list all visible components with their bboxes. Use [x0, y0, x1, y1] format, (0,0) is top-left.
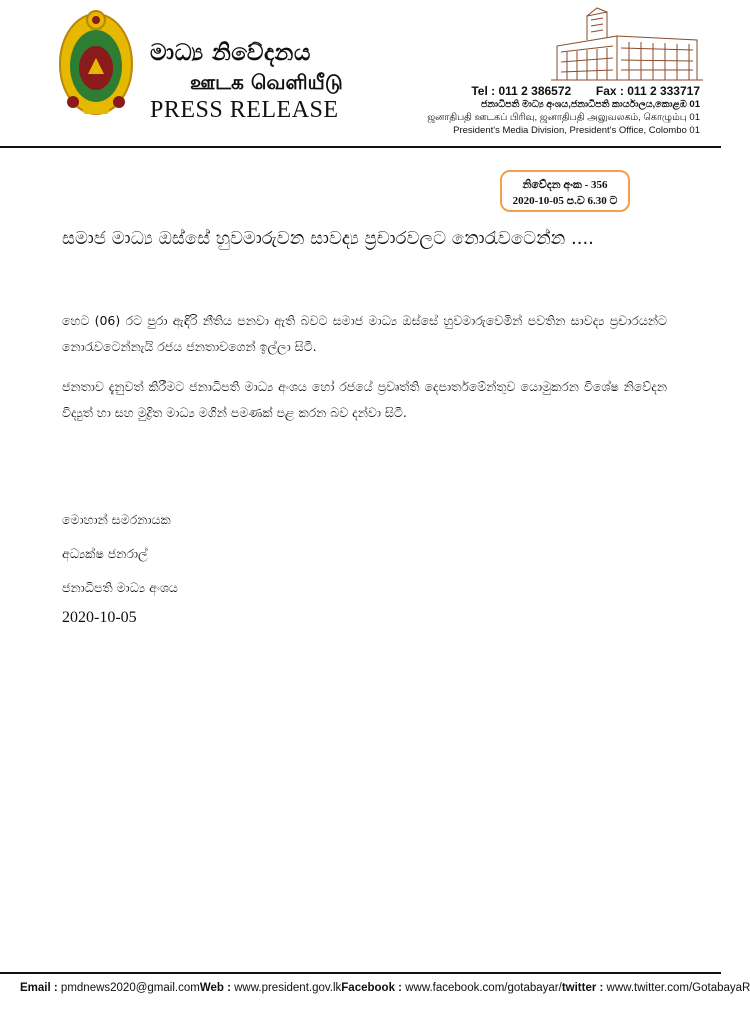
email-value[interactable]: pmdnews2020@gmail.com: [60, 982, 200, 994]
header-title-english: PRESS RELEASE: [150, 97, 339, 123]
footer-twitter: [562, 982, 750, 994]
body-paragraph-1: හෙට (06) රට පුරා ඇඳිරි නීතිය පනවා ඇති බවට සමාජ මාධ්‍ය ඔස්සේ හුවමාරුවෙමින් පවතින සාවද්‍ය ප්‍රචාරයන්ට නොරැවටෙන්නැයි රජය ජනතාවගෙන් ඉල්ලා සිටී.: [62, 313, 667, 354]
header-title-sinhala: මාධ්‍ය නිවේදනය: [150, 40, 311, 66]
footer-divider: [0, 972, 721, 974]
tel-label: Tel: [471, 84, 488, 98]
release-date: 2020-10-05: [62, 609, 137, 626]
contact-block: [400, 84, 700, 137]
sri-lanka-emblem-logo: [55, 6, 137, 122]
reference-datetime: 2020-10-05 ප.ව 6.30 ට: [512, 195, 618, 207]
twitter-label: twitter :: [561, 982, 604, 994]
reference-box: [500, 170, 630, 212]
footer-web: [200, 982, 341, 994]
header-divider: [0, 146, 721, 148]
facebook-value[interactable]: www.facebook.com/gotabayar/: [405, 982, 562, 994]
body-paragraph-2: ජනතාව දැනුවත් කිරීමට ජනාධිපති මාධ්‍ය අංශය හෝ රජයේ ප්‍රවෘත්ති දෙපාර්තමේන්තුව යොමුකරන විශේෂ නිවේදන විද්‍යුත් හා සහ මුද්‍රිත මාධ්‍ය මගින් පමණක් පළ කරන බව දන්වා සිටී.: [62, 379, 667, 420]
reference-number: නිවේදන අංක - 356: [522, 179, 608, 191]
office-address-sinhala: ජනාධිපති මාධ්‍ය අංශය,ජනාධිපති කාර්යාලය,කොළඹ 01: [480, 99, 700, 110]
email-label: Email :: [20, 982, 58, 994]
footer-contacts: [20, 982, 750, 994]
web-label: Web :: [199, 982, 231, 994]
press-release-headline: සමාජ මාධ්‍ය ඔස්සේ හුවමාරුවන සාවද්‍ය ප්‍රචාරවලට නොරැවටෙන්න ....: [62, 228, 594, 249]
facebook-label: Facebook :: [341, 982, 402, 994]
office-address-tamil: ஜனாதிபதி ஊடகப் பிரிவு, ஜனாதிபதி அலுவலகம், கொழும்பு 01: [427, 112, 700, 123]
fax-value: : 011 2 333717: [619, 84, 700, 98]
header-title-tamil: ஊடக வெளியீடு: [190, 70, 343, 94]
office-address-english: President's Media Division, President's Office, Colombo 01: [453, 125, 700, 136]
fax-label: Fax: [595, 84, 617, 98]
signatory-department: ජනාධිපති මාධ්‍ය අංශය: [62, 580, 178, 595]
phone-fax-line: [400, 84, 700, 98]
web-value[interactable]: www.president.gov.lk: [234, 982, 342, 994]
footer-email: [20, 982, 200, 994]
signatory-designation: අධ්‍යක්ෂ ජනරාල්: [62, 546, 148, 561]
footer-facebook: [341, 982, 562, 994]
twitter-value[interactable]: www.twitter.com/GotabayaR: [606, 982, 750, 994]
presidential-secretariat-building-image: [547, 6, 707, 84]
tel-value: : 011 2 386572: [491, 84, 572, 98]
signatory-name: මොහාන් සමරනායක: [62, 512, 171, 527]
